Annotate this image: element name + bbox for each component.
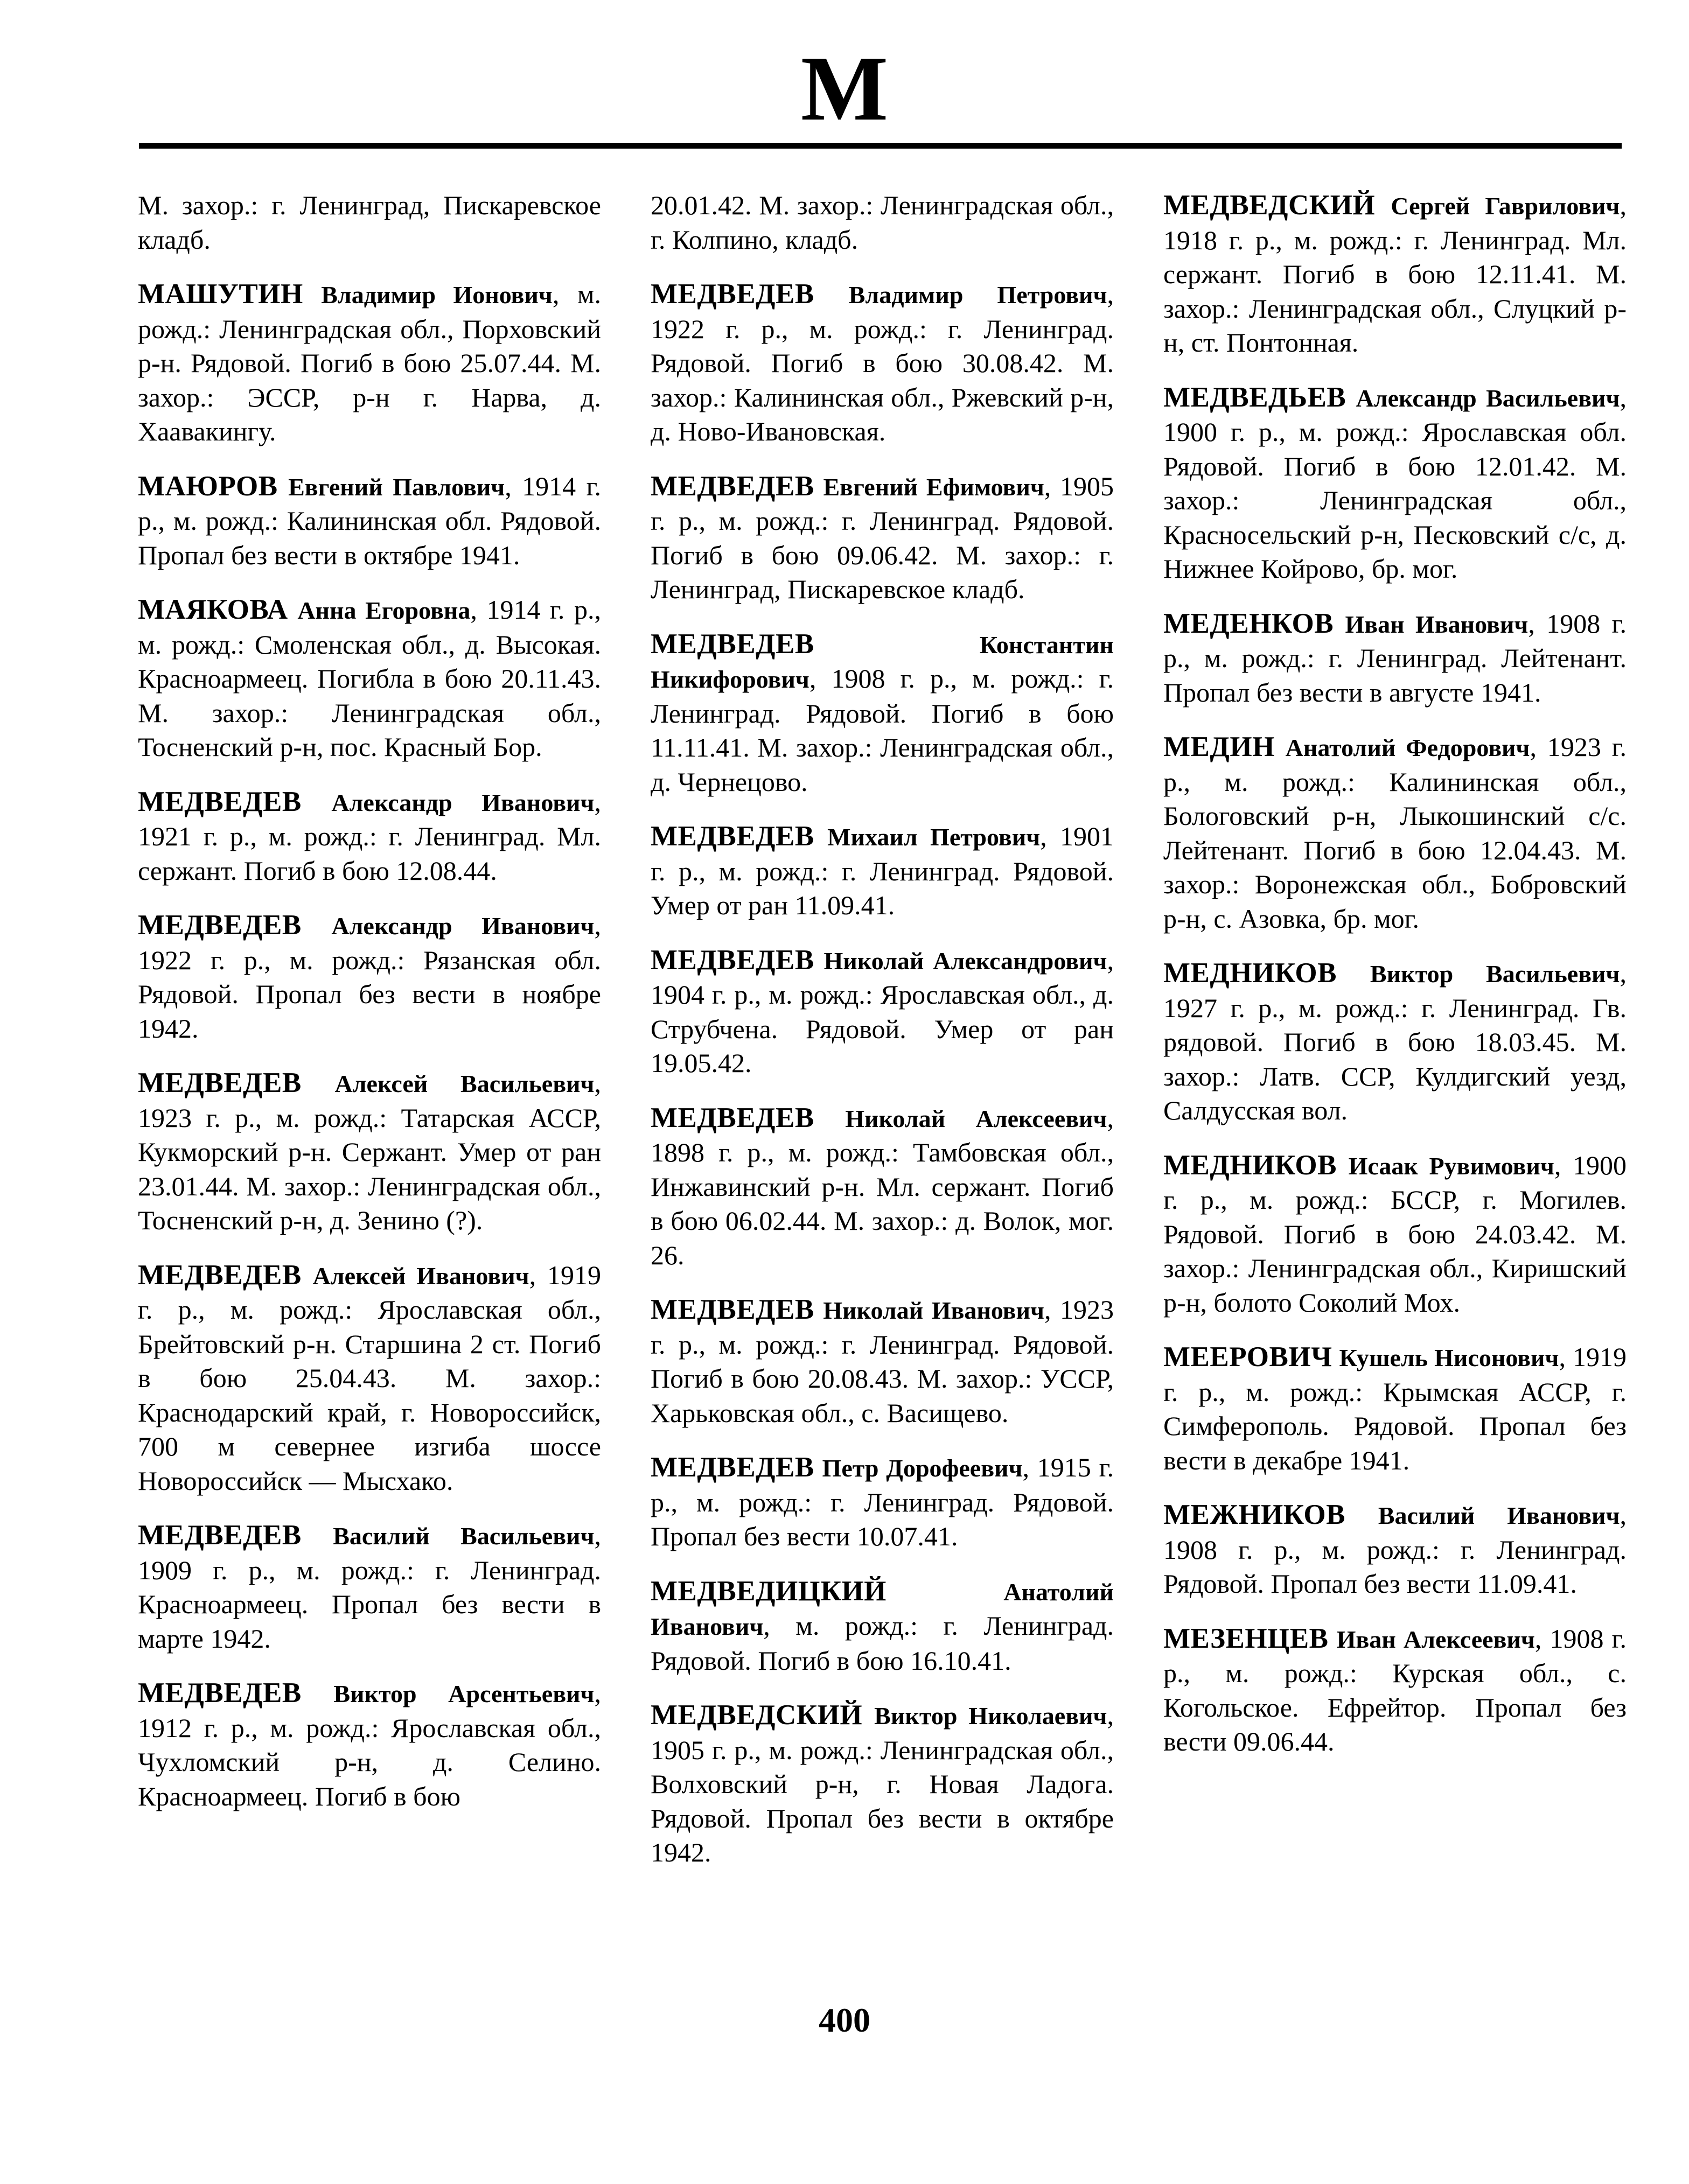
- column-2: [651, 188, 1114, 1891]
- entry-details: , 1905 г. р., м. рожд.: Ленинградская обл., Волховский р-н, г. Новая Ладога. Рядовой. Пропал без вести в октябре 1942.: [651, 1700, 1114, 1867]
- entry-given-name: Николай Алексеевич: [845, 1104, 1107, 1132]
- entry-surname: МЕДВЕДЕВ: [138, 786, 302, 817]
- entry-details: , 1923 г. р., м. рожд.: Татарская АССР, Кукморский р-н. Сержант. Умер от ран 23.01.44. М. захор.: Ленинградская обл., Тосненский р-н, д. Зенино (?).: [138, 1068, 601, 1235]
- entry-details: , 1922 г. р., м. рожд.: Рязанская обл. Рядовой. Пропал без вести в ноябре 1942.: [138, 910, 601, 1044]
- entry-given-name: Евгений Ефимович: [823, 473, 1044, 501]
- entry-details: М. захор.: г. Ленинград, Пискаревское кладб.: [138, 190, 601, 255]
- entry-given-name: Иван Иванович: [1345, 610, 1529, 638]
- memorial-entry: [651, 1574, 1114, 1678]
- entry-details: , 1908 г. р., м. рожд.: г. Ленинград. Рядовой. Пропал без вести 11.09.41.: [1163, 1500, 1627, 1599]
- entry-surname: МАЯКОВА: [138, 594, 288, 625]
- entry-given-name: Михаил Петрович: [827, 823, 1041, 851]
- entry-given-name: Анатолий Федорович: [1285, 734, 1530, 761]
- memorial-entry: [651, 1451, 1114, 1554]
- entry-given-name: Александр Иванович: [331, 788, 595, 816]
- entry-details: , 1922 г. р., м. рожд.: г. Ленинград. Рядовой. Погиб в бою 30.08.42. М. захор.: Калининская обл., Ржевский р-н, д. Ново-Ивановская.: [651, 279, 1114, 446]
- entry-surname: МЕДВЕДЕВ: [138, 1677, 302, 1709]
- entry-surname: МЕДИН: [1163, 731, 1275, 762]
- entry-given-name: Николай Иванович: [823, 1297, 1044, 1324]
- memorial-entry: [1163, 730, 1627, 936]
- memorial-entry: [138, 188, 601, 257]
- entry-surname: МЕДНИКОВ: [1163, 1149, 1337, 1181]
- entry-surname: МЕДВЕДЕВ: [138, 1067, 302, 1098]
- entry-surname: МЕДВЕДЕВ: [651, 1452, 814, 1483]
- entry-given-name: Николай Александрович: [823, 947, 1107, 975]
- memorial-entry: [651, 470, 1114, 607]
- entry-given-name: Анатолий Иванович: [651, 1578, 1114, 1640]
- memorial-entry: [651, 943, 1114, 1081]
- entry-surname: МЕДВЕДИЦКИЙ: [651, 1575, 887, 1607]
- entry-given-name: Алексей Васильевич: [334, 1070, 595, 1097]
- entry-details: , 1914 г. р., м. рожд.: Смоленская обл., д. Высокая. Красноармеец. Погибла в бою 20.11.43. М. захор.: Ленинградская обл., Тосненский р-н, пос. Красный Бор.: [138, 594, 602, 762]
- entry-given-name: Виктор Васильевич: [1370, 960, 1620, 988]
- entry-details: , 1908 г. р., м. рожд.: Курская обл., с. Когольское. Ефрейтор. Пропал без вести 09.06.44.: [1163, 1623, 1627, 1756]
- entry-given-name: Кушель Нисонович: [1339, 1344, 1559, 1371]
- entry-details: , 1923 г. р., м. рожд.: г. Ленинград. Рядовой. Погиб в бою 20.08.43. М. захор.: УССР, Харьковская обл., с. Васищево.: [651, 1294, 1114, 1428]
- entry-given-name: Алексей Иванович: [312, 1262, 529, 1290]
- entry-given-name: Евгений Павлович: [288, 473, 505, 501]
- entry-surname: МЕДВЕДЕВ: [651, 1294, 814, 1325]
- entry-surname: МЕДВЕДЕВ: [138, 909, 302, 941]
- entry-surname: МАШУТИН: [138, 278, 303, 310]
- memorial-entry: [1163, 1149, 1627, 1320]
- entry-details: , 1921 г. р., м. рожд.: г. Ленинград. Мл. сержант. Погиб в бою 12.08.44.: [138, 786, 601, 886]
- memorial-entry: [138, 470, 601, 573]
- entry-given-name: Александр Васильевич: [1356, 384, 1620, 412]
- memorial-entry: [651, 1293, 1114, 1430]
- entry-given-name: Иван Алексеевич: [1336, 1625, 1535, 1653]
- entry-details: , 1915 г. р., м. рожд.: г. Ленинград. Рядовой. Пропал без вести 10.07.41.: [651, 1452, 1114, 1551]
- page-number: 400: [819, 2001, 870, 2039]
- entry-given-name: Василий Васильевич: [333, 1522, 595, 1550]
- header-rule: [139, 143, 1622, 149]
- memorial-entry: [1163, 381, 1627, 586]
- memorial-entry: [651, 1101, 1114, 1273]
- entry-details: , 1898 г. р., м. рожд.: Тамбовская обл., Инжавинский р-н. Мл. сержант. Погиб в бою 06.02.44. М. захор.: д. Волок, мог. 26.: [651, 1102, 1114, 1270]
- memorial-entry: [1163, 188, 1627, 360]
- entry-details: , м. рожд.: г. Ленинград. Рядовой. Погиб в бою 16.10.41.: [651, 1611, 1114, 1676]
- entry-surname: МЕДЕНКОВ: [1163, 607, 1334, 639]
- entry-surname: МЕДВЕДЕВ: [138, 1259, 302, 1291]
- entry-given-name: Исаак Рувимович: [1348, 1152, 1554, 1180]
- entry-surname: МАЮРОВ: [138, 470, 278, 502]
- entry-details: , 1923 г. р., м. рожд.: Калининская обл., Бологовский р-н, Лыкошинский с/с. Лейтенант. Погиб в бою 12.04.43. М. захор.: Воронежская обл., Бобровский р-н, с. Азовка, бр. мог.: [1163, 732, 1627, 934]
- entry-details: , 1909 г. р., м. рожд.: г. Ленинград. Красноармеец. Пропал без вести в марте 1942.: [138, 1520, 602, 1654]
- memorial-entry: [1163, 607, 1627, 710]
- memorial-entry: [1163, 1498, 1627, 1601]
- entry-given-name: Сергей Гаврилович: [1391, 192, 1620, 220]
- column-3: [1163, 188, 1627, 1780]
- memorial-entry: [1163, 956, 1627, 1128]
- entry-surname: МЕДВЕДЕВ: [138, 1520, 302, 1551]
- entry-surname: МЕДВЕДЕВ: [651, 944, 814, 976]
- entry-given-name: Виктор Арсентьевич: [333, 1680, 595, 1707]
- entry-details: , 1900 г. р., м. рожд.: Ярославская обл. Рядовой. Погиб в бою 12.01.42. М. захор.: Ленинградская обл., Красносельский р-н, Песковский с/с, д. Нижнее Койрово, бр. мог.: [1163, 382, 1627, 584]
- memorial-entry: [1163, 1622, 1627, 1759]
- entry-surname: МЕДВЕДЕВ: [651, 821, 814, 852]
- entry-details: , 1901 г. р., м. рожд.: г. Ленинград. Рядовой. Умер от ран 11.09.41.: [651, 821, 1114, 920]
- entry-details: 20.01.42. М. захор.: Ленинградская обл., г. Колпино, кладб.: [651, 190, 1114, 255]
- memorial-entry: [1163, 1340, 1627, 1478]
- memorial-entry: [651, 1698, 1114, 1870]
- entry-surname: МЕДВЕДЕВ: [651, 278, 814, 310]
- memorial-entry: [138, 593, 601, 765]
- entry-given-name: Петр Дорофеевич: [822, 1454, 1023, 1482]
- column-1: [138, 188, 601, 1834]
- memorial-entry: [138, 785, 601, 888]
- entry-details: , 1900 г. р., м. рожд.: БССР, г. Могилев. Рядовой. Погиб в бою 24.03.42. М. захор.: Ленинградская обл., Киришский р-н, болото Соколий Мох.: [1163, 1150, 1627, 1318]
- memorial-entry: [138, 1066, 601, 1238]
- entry-details: , 1918 г. р., м. рожд.: г. Ленинград. Мл. сержант. Погиб в бою 12.11.41. М. захор.: Ленинградская обл., Слуцкий р-н, ст. Понтонная.: [1163, 190, 1627, 358]
- entry-details: , 1927 г. р., м. рожд.: г. Ленинград. Гв. рядовой. Погиб в бою 18.03.45. М. захор.: Латв. ССР, Кулдигский уезд, Салдусская вол.: [1163, 958, 1627, 1125]
- entry-details: , 1919 г. р., м. рожд.: Ярославская обл., Брейтовский р-н. Старшина 2 ст. Погиб в бою 25.04.43. М. захор.: Краснодарский край, г. Новороссийск, 700 м севернее изгиба шоссе Новороссийск — Мысхако.: [138, 1259, 601, 1496]
- entry-surname: МЕДВЕДСКИЙ: [1163, 190, 1376, 221]
- memorial-entry: [138, 277, 601, 449]
- entry-given-name: Александр Иванович: [331, 912, 595, 940]
- entry-surname: МЕДВЕДЬЕВ: [1163, 381, 1346, 413]
- entry-given-name: Анна Егоровна: [297, 597, 471, 624]
- entry-surname: МЕЗЕНЦЕВ: [1163, 1622, 1329, 1654]
- entry-given-name: Владимир Ионович: [321, 281, 553, 309]
- memorial-entry: [138, 1518, 601, 1656]
- section-letter-heading: М: [800, 38, 889, 140]
- memorial-entry: [138, 908, 601, 1046]
- entry-surname: МЕДВЕДЕВ: [651, 628, 814, 660]
- memorial-entry: [651, 627, 1114, 800]
- entry-given-name: Василий Иванович: [1378, 1502, 1620, 1529]
- entry-given-name: Владимир Петрович: [848, 281, 1107, 309]
- entry-details: , 1905 г. р., м. рожд.: г. Ленинград. Рядовой. Погиб в бою 09.06.42. М. захор.: г. Ленинград, Пискаревское кладб.: [651, 471, 1114, 604]
- memorial-entry: [651, 820, 1114, 923]
- entry-surname: МЕЕРОВИЧ: [1163, 1341, 1332, 1373]
- entry-surname: МЕДВЕДЕВ: [651, 470, 814, 502]
- entry-surname: МЕЖНИКОВ: [1163, 1499, 1345, 1530]
- entry-details: , 1912 г. р., м. рожд.: Ярославская обл., Чухломский р-н, д. Селино. Красноармеец. Погиб в бою: [138, 1678, 601, 1811]
- entry-details: , 1914 г. р., м. рожд.: Калининская обл. Рядовой. Пропал без вести в октябре 1941.: [138, 471, 602, 570]
- memorial-entry: [138, 1258, 601, 1499]
- entry-surname: МЕДВЕДЕВ: [651, 1102, 814, 1133]
- entry-details: , 1919 г. р., м. рожд.: Крымская АССР, г. Симферополь. Рядовой. Пропал без вести в декабре 1941.: [1163, 1342, 1627, 1475]
- entry-details: , 1908 г. р., м. рожд.: г. Ленинград. Лейтенант. Пропал без вести в августе 1941.: [1163, 608, 1627, 708]
- entry-details: , 1904 г. р., м. рожд.: Ярославская обл., д. Струбчена. Рядовой. Умер от ран 19.05.42.: [651, 944, 1114, 1078]
- memorial-entry: [651, 188, 1114, 257]
- entry-details: , 1908 г. р., м. рожд.: г. Ленинград. Рядовой. Погиб в бою 11.11.41. М. захор.: Ленинградская обл., д. Чернецово.: [651, 663, 1114, 797]
- entry-details: , м. рожд.: Ленинградская обл., Порховский р-н. Рядовой. Погиб в бою 25.07.44. М. захор.: ЭССР, р-н г. Нарва, д. Хаавакингу.: [138, 279, 601, 446]
- entry-given-name: Виктор Николаевич: [874, 1702, 1107, 1730]
- memorial-entry: [138, 1676, 601, 1814]
- entry-given-name: Константин Никифорович: [651, 631, 1114, 693]
- entry-surname: МЕДВЕДСКИЙ: [651, 1699, 863, 1731]
- entry-surname: МЕДНИКОВ: [1163, 957, 1337, 989]
- memorial-entry: [651, 277, 1114, 449]
